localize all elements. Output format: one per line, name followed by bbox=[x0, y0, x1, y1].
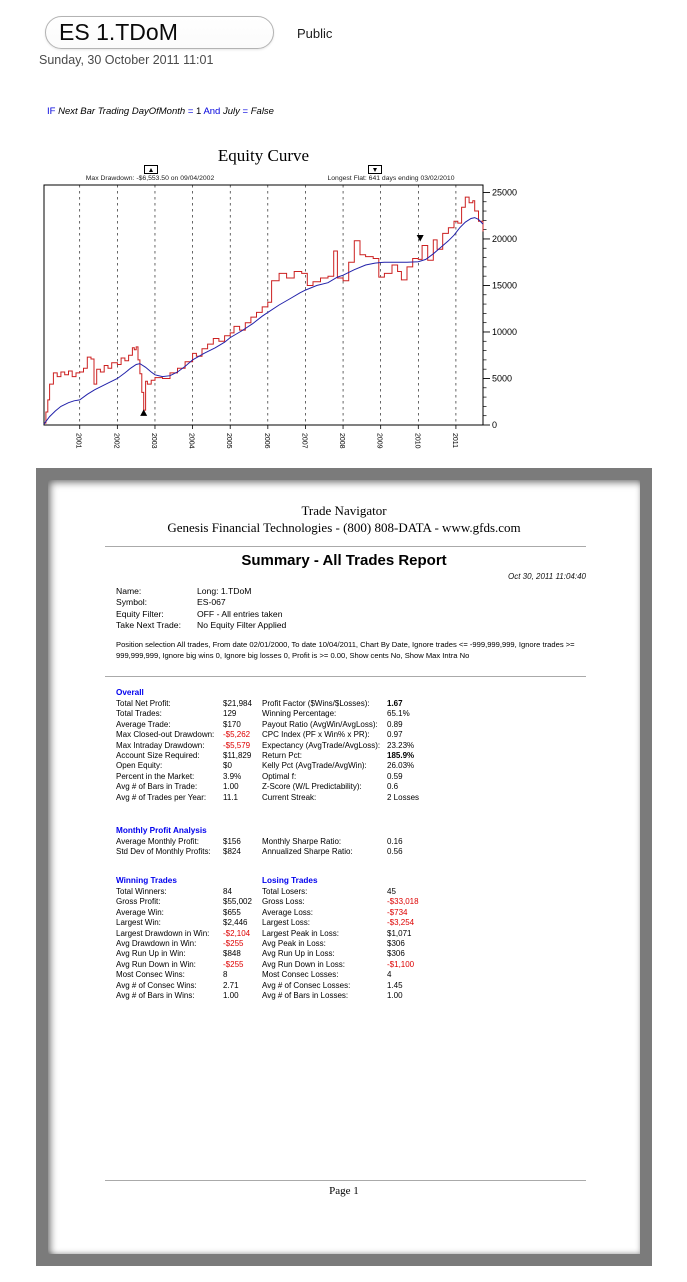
stat-label: Avg # of Bars in Wins: bbox=[116, 991, 195, 1001]
x-tick-label: 2005 bbox=[225, 433, 233, 449]
stat-value: 129 bbox=[223, 709, 237, 719]
report-vendor-line: Genesis Financial Technologies - (800) 808-DATA - www.gfds.com bbox=[167, 520, 521, 535]
y-tick-label: 0 bbox=[492, 420, 498, 430]
stat-label: Kelly Pct (AvgTrade/AvgWin): bbox=[262, 761, 367, 771]
entry-datetime: Sunday, 30 October 2011 11:01 bbox=[39, 53, 214, 67]
stat-value: $1,071 bbox=[387, 928, 412, 938]
stat-value: 185.9% bbox=[387, 751, 415, 761]
stat-value: 0.56 bbox=[387, 847, 403, 857]
stat-label: Avg # of Bars in Losses: bbox=[262, 991, 349, 1001]
stat-label: Optimal f: bbox=[262, 771, 297, 781]
formula-condition-1: Next Bar Trading DayOfMonth bbox=[58, 106, 186, 117]
report-divider-bottom bbox=[105, 1180, 586, 1181]
report-page bbox=[48, 480, 640, 1254]
stat-label: Average Win: bbox=[116, 907, 164, 917]
info-label: Equity Filter: bbox=[116, 608, 164, 619]
strategy-title: ES 1.TDoM bbox=[59, 19, 178, 45]
stat-label: Avg # of Bars in Trade: bbox=[116, 782, 198, 792]
x-tick-label: 2008 bbox=[338, 433, 346, 449]
max-drawdown-annotation: Max Drawdown: -$6,553.50 on 09/04/2002 bbox=[85, 175, 215, 182]
x-tick-label: 2011 bbox=[450, 433, 458, 449]
position-selection-note: Position selection All trades, From date 02/01/2000, To date 10/04/2011, Chart By Date, Ignore trades <= -999,999,999, Ignore trades >= 999,999,999, Ignore big wins 0, Ignore big losses 0, Profit is >= 0.00, Show cents No, Show Max Intra No bbox=[116, 640, 575, 660]
chart-title: Equity Curve bbox=[217, 146, 310, 165]
up-triangle-marker bbox=[140, 409, 147, 416]
report-app-name: Trade Navigator bbox=[301, 503, 387, 518]
strategy-title-field[interactable] bbox=[45, 16, 274, 49]
stat-value: 45 bbox=[387, 887, 396, 896]
report-print-preview-frame bbox=[36, 468, 652, 1266]
stat-value: 1.67 bbox=[387, 699, 403, 708]
stat-value: $655 bbox=[223, 907, 241, 917]
stat-label: Largest Loss: bbox=[262, 918, 311, 928]
stat-value: 0.59 bbox=[387, 771, 403, 781]
stat-value: -$255 bbox=[223, 959, 244, 969]
stat-label: Current Streak: bbox=[262, 792, 317, 802]
stat-value: -$2,104 bbox=[223, 928, 251, 938]
section-overall bbox=[116, 686, 487, 803]
stat-value: 2.71 bbox=[223, 980, 239, 990]
stat-value: 26.03% bbox=[387, 761, 415, 771]
stat-label: Total Net Profit: bbox=[116, 699, 171, 708]
stat-label: CPC Index (PF x Win% x PR): bbox=[262, 730, 370, 740]
section-header bbox=[262, 686, 487, 699]
stat-value: 8 bbox=[223, 970, 228, 980]
x-tick-label: 2001 bbox=[74, 433, 82, 449]
stat-value: 1.00 bbox=[223, 991, 239, 1001]
section-header: Winning Trades bbox=[116, 876, 177, 885]
report-divider-middle bbox=[105, 676, 586, 677]
x-tick-label: 2009 bbox=[375, 433, 383, 449]
stat-label: Return Pct: bbox=[262, 751, 303, 761]
section-monthly-profit-analysis bbox=[116, 824, 487, 858]
stat-label: Monthly Sharpe Ratio: bbox=[262, 837, 342, 846]
stat-label: Avg Run Down in Loss: bbox=[262, 959, 346, 969]
x-tick-label: 2006 bbox=[262, 433, 270, 449]
y-tick-label: 5000 bbox=[492, 373, 513, 384]
stat-value: 2 Losses bbox=[387, 792, 420, 802]
report-info-table bbox=[116, 586, 286, 631]
stat-label: Gross Loss: bbox=[262, 897, 305, 907]
stat-value: -$1,100 bbox=[387, 959, 415, 969]
stat-label: Profit Factor ($Wins/$Losses): bbox=[262, 699, 370, 708]
stat-label: Std Dev of Monthly Profits: bbox=[116, 847, 211, 857]
stat-value: 4 bbox=[387, 970, 392, 980]
y-tick-label: 25000 bbox=[492, 187, 518, 198]
plot-border bbox=[44, 185, 483, 425]
section-winning-losing-trades bbox=[116, 874, 487, 1001]
stat-label: Total Trades: bbox=[116, 709, 162, 719]
stat-value: 0.89 bbox=[387, 719, 403, 729]
stat-value: $306 bbox=[387, 949, 405, 959]
stat-value: $2,446 bbox=[223, 918, 248, 928]
report-timestamp: Oct 30, 2011 11:04:40 bbox=[508, 572, 586, 581]
page-number: Page 1 bbox=[329, 1185, 359, 1197]
section-header: Overall bbox=[116, 688, 144, 697]
stat-value: 1.00 bbox=[223, 782, 239, 792]
info-value: No Equity Filter Applied bbox=[197, 619, 287, 630]
series-closed-trade-equity bbox=[44, 197, 483, 423]
stat-value: 0.6 bbox=[387, 782, 399, 792]
info-value: ES-067 bbox=[197, 597, 226, 608]
stat-label: Z-Score (W/L Predictability): bbox=[262, 782, 362, 792]
down-triangle-icon bbox=[373, 168, 377, 172]
visibility-label: Public bbox=[297, 26, 333, 41]
x-tick-label: 2004 bbox=[187, 433, 195, 449]
equity-curve-chart bbox=[40, 183, 545, 459]
longest-flat-annotation: Longest Flat: 641 days ending 03/02/2010 bbox=[327, 175, 455, 182]
section-header: Losing Trades bbox=[262, 876, 318, 885]
stat-value: -$5,262 bbox=[223, 730, 251, 740]
max-drawdown-marker-icon bbox=[144, 165, 158, 174]
series-smoothed-equity-trend bbox=[44, 218, 483, 425]
stat-label: Avg Peak in Loss: bbox=[262, 939, 326, 949]
stat-label: Gross Profit: bbox=[116, 897, 161, 907]
stat-value: $55,002 bbox=[223, 897, 252, 907]
stat-value: 23.23% bbox=[387, 740, 415, 750]
stat-value: 11.1 bbox=[223, 792, 238, 802]
formula-value-1: 1 bbox=[196, 106, 202, 117]
stat-label: Average Loss: bbox=[262, 907, 313, 917]
stat-value: -$255 bbox=[223, 939, 244, 949]
stat-label: Largest Win: bbox=[116, 918, 161, 928]
stat-value: $824 bbox=[223, 847, 241, 857]
stat-label: Largest Peak in Loss: bbox=[262, 928, 339, 938]
stat-label: Annualized Sharpe Ratio: bbox=[262, 847, 353, 857]
stat-label: Avg # of Trades per Year: bbox=[116, 792, 207, 802]
y-tick-label: 15000 bbox=[492, 280, 518, 291]
stat-label: Max Closed-out Drawdown: bbox=[116, 730, 215, 740]
info-label: Symbol: bbox=[116, 597, 148, 608]
formula-keyword-if: IF bbox=[47, 106, 56, 117]
report-divider-top bbox=[105, 546, 586, 547]
stat-label: Most Consec Wins: bbox=[116, 970, 185, 980]
y-tick-label: 10000 bbox=[492, 326, 518, 337]
stat-value: -$734 bbox=[387, 907, 408, 917]
stat-value: $170 bbox=[223, 719, 241, 729]
down-triangle-marker bbox=[417, 235, 424, 242]
x-tick-label: 2003 bbox=[149, 433, 157, 449]
stat-label: Most Consec Losses: bbox=[262, 970, 339, 980]
formula-keyword-and: And bbox=[203, 106, 221, 117]
y-tick-label: 20000 bbox=[492, 233, 518, 244]
section-header bbox=[262, 824, 487, 837]
stat-value: -$5,579 bbox=[223, 740, 251, 750]
section-header: Monthly Profit Analysis bbox=[116, 826, 207, 835]
stat-label: Payout Ratio (AvgWin/AvgLoss): bbox=[262, 719, 378, 729]
stat-value: 0.16 bbox=[387, 837, 403, 846]
stat-label: Percent in the Market: bbox=[116, 771, 195, 781]
stat-value: $21,984 bbox=[223, 699, 252, 708]
stat-value: $11,829 bbox=[223, 751, 252, 761]
info-label: Take Next Trade: bbox=[116, 619, 181, 630]
formula-equals-2: = bbox=[242, 106, 249, 117]
stat-value: 84 bbox=[223, 887, 232, 896]
stat-label: Avg # of Consec Wins: bbox=[116, 980, 197, 990]
longest-flat-marker-icon bbox=[368, 165, 382, 174]
stat-label: Open Equity: bbox=[116, 761, 163, 771]
info-value: Long: 1.TDoM bbox=[197, 586, 252, 596]
stat-label: Avg Drawdown in Win: bbox=[116, 939, 197, 949]
stat-value: $306 bbox=[387, 939, 405, 949]
stat-label: Max Intraday Drawdown: bbox=[116, 740, 205, 750]
stat-value: -$3,254 bbox=[387, 918, 415, 928]
stat-label: Average Trade: bbox=[116, 719, 171, 729]
stat-value: $0 bbox=[223, 761, 232, 771]
stat-label: Avg Run Up in Win: bbox=[116, 949, 186, 959]
x-tick-label: 2010 bbox=[413, 433, 421, 449]
stat-value: 1.45 bbox=[387, 980, 403, 990]
stat-label: Account Size Required: bbox=[116, 751, 200, 761]
formula-condition-2: July bbox=[222, 106, 240, 117]
x-tick-label: 2007 bbox=[300, 433, 308, 449]
info-value: OFF - All entries taken bbox=[197, 608, 283, 619]
stat-value: 1.00 bbox=[387, 991, 403, 1001]
formula-value-2: False bbox=[250, 106, 274, 117]
stat-value: 3.9% bbox=[223, 771, 242, 781]
report-title: Summary - All Trades Report bbox=[241, 552, 447, 569]
formula-equals-1: = bbox=[187, 106, 194, 117]
stat-value: $156 bbox=[223, 837, 241, 846]
info-label: Name: bbox=[116, 586, 142, 596]
stat-label: Avg Run Down in Win: bbox=[116, 959, 196, 969]
up-triangle-icon bbox=[149, 168, 153, 172]
stat-label: Winning Percentage: bbox=[262, 709, 337, 719]
stat-label: Total Winners: bbox=[116, 887, 167, 896]
stat-label: Largest Drawdown in Win: bbox=[116, 928, 210, 938]
strategy-formula bbox=[47, 106, 274, 117]
stat-value: $848 bbox=[223, 949, 241, 959]
stat-label: Avg # of Consec Losses: bbox=[262, 980, 351, 990]
x-tick-label: 2002 bbox=[112, 433, 120, 449]
stat-label: Expectancy (AvgTrade/AvgLoss): bbox=[262, 740, 381, 750]
stat-value: -$33,018 bbox=[387, 897, 419, 907]
stat-value: 65.1% bbox=[387, 709, 410, 719]
stat-label: Average Monthly Profit: bbox=[116, 837, 200, 846]
stat-label: Total Losers: bbox=[262, 887, 308, 896]
stat-label: Avg Run Up in Loss: bbox=[262, 949, 335, 959]
stat-value: 0.97 bbox=[387, 730, 403, 740]
